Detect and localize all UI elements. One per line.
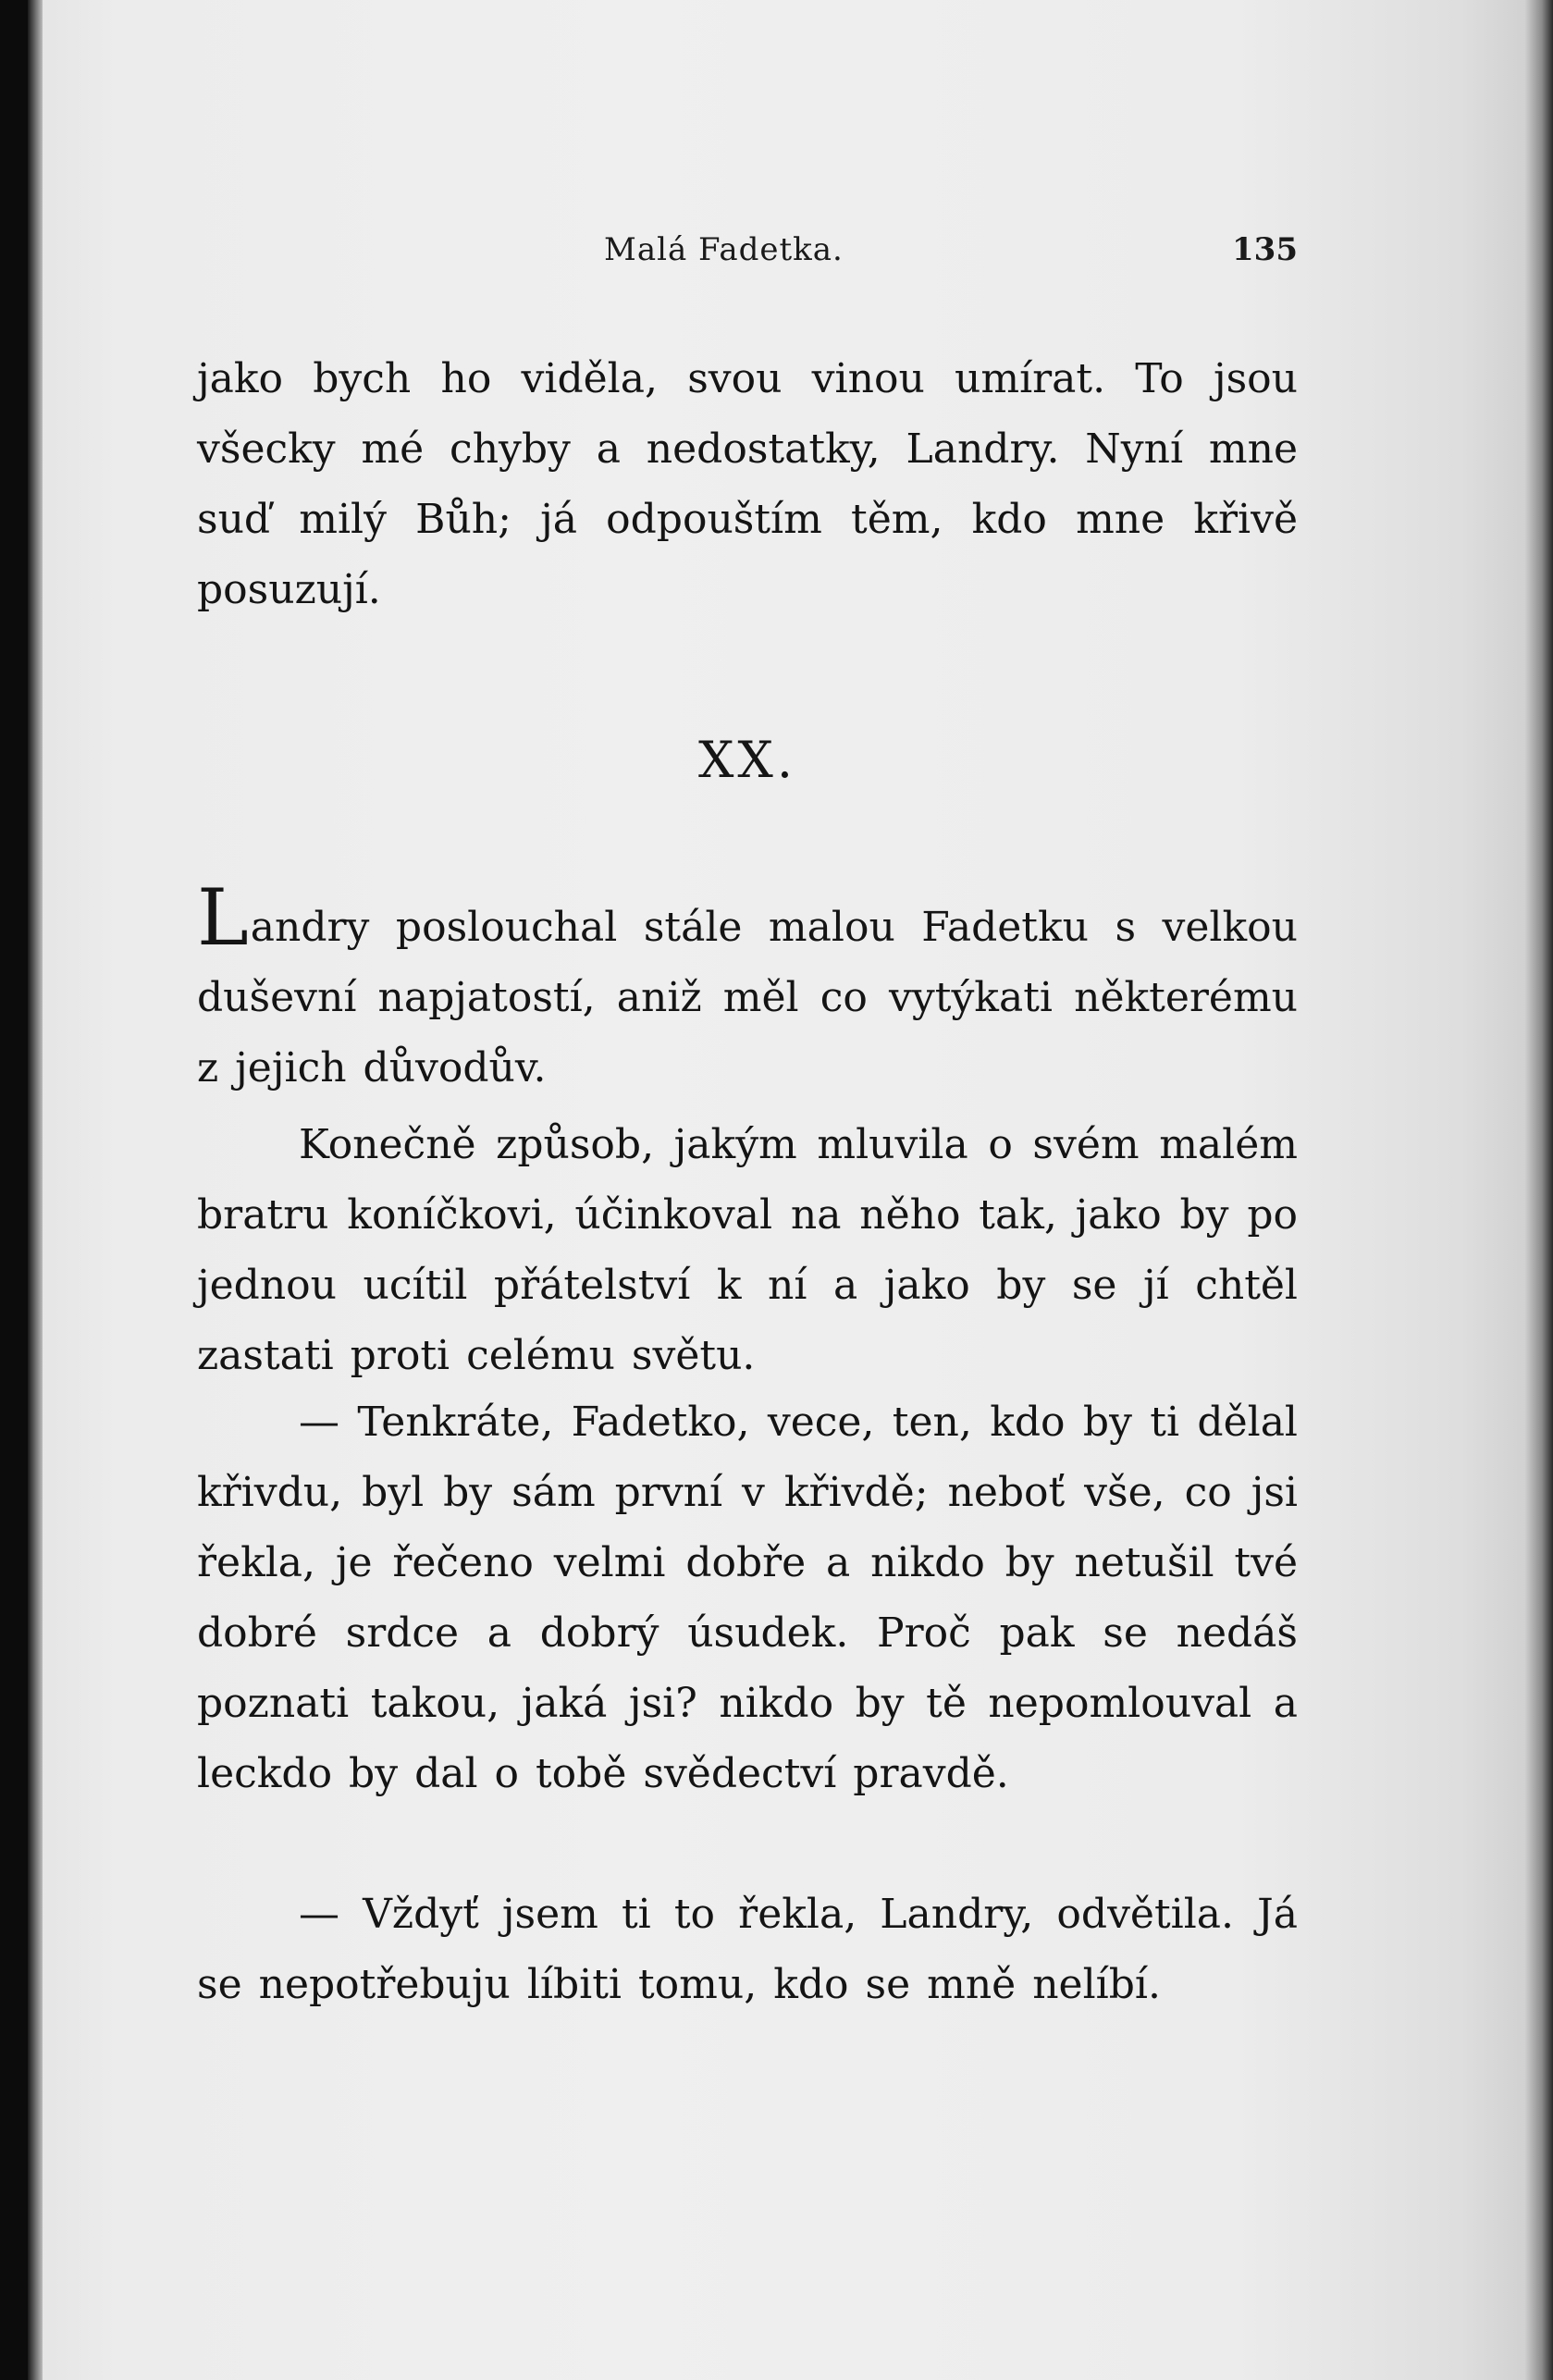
running-header	[197, 231, 1298, 287]
paragraph: Konečně způsob, jakým mluvila o svém malém bratru koníčkovi, účinkoval na něho tak, jako by po jednou ucítil přátelství k ní a jako by se jí chtěl zastati proti celému světu.	[197, 1121, 1298, 1379]
drop-capital: L	[197, 872, 249, 963]
running-title: Malá Fadetka.	[604, 231, 844, 268]
paragraph-dialogue: — Vždyť jsem ti to řekla, Landry, odvětila. Já se nepotřebuju líbiti tomu, kdo se mně nelíbí.	[197, 1891, 1298, 2008]
chapter-heading: XX.	[697, 731, 797, 789]
paragraph-dialogue: — Tenkráte, Fadetko, vece, ten, kdo by ti dělal křivdu, byl by sám první v křivdě; neboť vše, co jsi řekla, je řečeno velmi dobře a nikdo by netušil tvé dobré srdce a dobrý úsudek. Proč pak se nedáš poznati takou, jaká jsi? nikdo by tě nepomlouval a leckdo by dal o tobě svědectví pravdě.	[197, 1399, 1298, 1797]
page-number: 135	[1232, 231, 1298, 268]
page-right-edge-shadow	[1525, 0, 1553, 2380]
page-gutter-shadow	[28, 0, 43, 2380]
paragraph-opening-text: andry poslouchal stále malou Fadetku s velkou duševní napjatostí, aniž měl co vytýkati některému z jejich důvodův.	[197, 904, 1298, 1091]
paragraph-chapter-opening	[197, 872, 1298, 1104]
paragraph-continuation: jako bych ho viděla, svou vinou umírat. To jsou všecky mé chyby a nedostatky, Landry. Nyní mne suď milý Bůh; já odpouštím těm, kdo mne křivě posuzují.	[197, 355, 1298, 613]
